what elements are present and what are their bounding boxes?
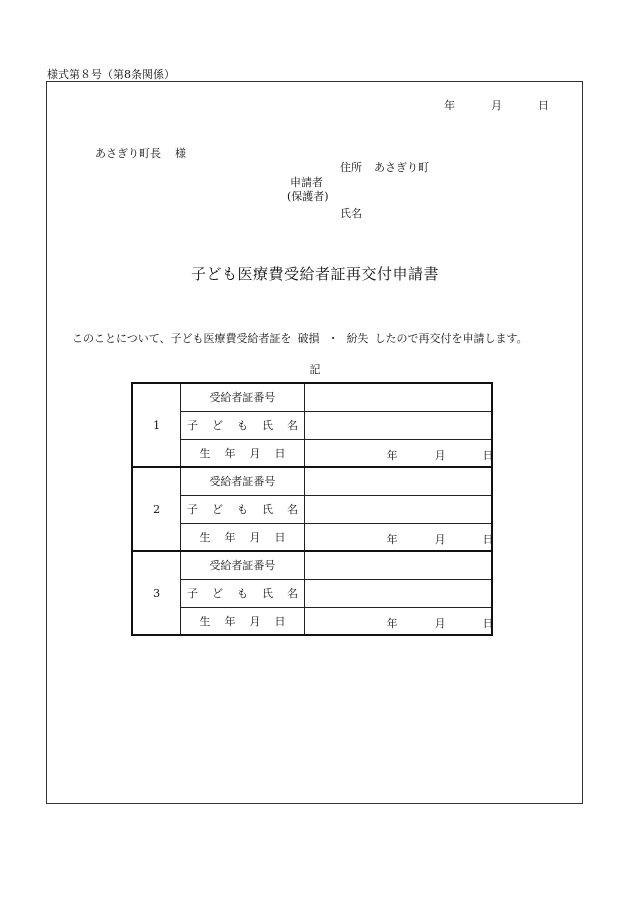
birth-date-label-char: 生	[199, 446, 211, 460]
record-number: 2	[132, 467, 181, 551]
date-month-label: 月	[491, 99, 502, 112]
child-name-label-char: 氏	[261, 587, 273, 600]
child-name-label-char: ど	[211, 503, 223, 516]
child-name-label-char: 氏	[261, 503, 273, 516]
cert-number-label: 受給者証番号	[181, 551, 304, 579]
applicant-label: 申請者	[290, 176, 323, 189]
table-row	[132, 607, 492, 635]
birth-date-label	[199, 531, 285, 544]
birth-year-unit: 年	[386, 616, 398, 630]
birth-date-field[interactable]	[304, 607, 492, 635]
cert-number-label: 受給者証番号	[181, 383, 304, 411]
child-name-field[interactable]	[304, 579, 492, 607]
cert-number-field[interactable]	[304, 551, 492, 579]
child-name-label-char: も	[236, 587, 248, 600]
birth-date-label-char: 月	[249, 446, 261, 460]
birth-date-field[interactable]	[304, 439, 492, 467]
child-name-field[interactable]	[304, 411, 492, 439]
ki-marker: 記	[309, 363, 321, 376]
address-value: あさぎり町	[374, 161, 429, 174]
child-name-label-cell	[181, 579, 304, 607]
date-year-label: 年	[444, 99, 455, 112]
birth-date-label-char: 年	[224, 446, 236, 460]
child-name-label-char: ど	[211, 587, 223, 600]
birth-date-label-char: 月	[249, 530, 261, 544]
statement-lead: このことについて、子ども医療費受給者証を	[72, 332, 292, 345]
birth-date-label	[199, 615, 285, 628]
child-name-label-char: ど	[211, 419, 223, 432]
birth-year-unit: 年	[386, 448, 398, 462]
child-name-label-char: 氏	[261, 419, 273, 432]
child-name-label-cell	[181, 495, 304, 523]
statement	[72, 330, 528, 346]
table-row	[132, 579, 492, 607]
table-row	[132, 383, 492, 411]
table-row	[132, 495, 492, 523]
records-table	[131, 382, 493, 636]
birth-date-label-cell	[181, 607, 304, 635]
child-name-label-char: 名	[286, 503, 298, 516]
child-name-label-char: 子	[186, 419, 198, 432]
form-number: 様式第８号（第8条関係）	[47, 68, 175, 81]
table-row	[132, 523, 492, 551]
option-lost: 紛失	[346, 332, 369, 345]
document-title: 子ども医療費受給者証再交付申請書	[190, 265, 439, 283]
birth-date-label-char: 生	[199, 530, 211, 544]
table-row	[132, 467, 492, 495]
child-name-field[interactable]	[304, 495, 492, 523]
record-number: 3	[132, 551, 181, 635]
option-separator: ・	[327, 332, 339, 345]
birth-month-unit: 月	[434, 616, 446, 630]
address-label: 住所	[340, 161, 362, 174]
table-row	[132, 411, 492, 439]
birth-year-unit: 年	[386, 532, 398, 546]
birth-date-label-char: 年	[224, 614, 236, 628]
date-day-label: 日	[538, 99, 549, 112]
addressee-honorific: 様	[175, 147, 186, 160]
applicant-name-label: 氏名	[340, 207, 362, 220]
birth-date-label-char: 月	[249, 614, 261, 628]
birth-date-label-char: 年	[224, 530, 236, 544]
child-name-label-char: も	[236, 419, 248, 432]
child-name-label-cell	[181, 411, 304, 439]
child-name-label-char: 子	[186, 503, 198, 516]
applicant-address	[340, 159, 429, 175]
cert-number-field[interactable]	[304, 467, 492, 495]
record-number: 1	[132, 383, 181, 467]
birth-date-label	[199, 447, 285, 460]
addressee-name: あさぎり町長	[95, 147, 161, 160]
birth-day-unit: 日	[482, 448, 494, 462]
birth-day-unit: 日	[482, 616, 494, 630]
child-name-label-char: 子	[186, 587, 198, 600]
birth-date-field[interactable]	[304, 523, 492, 551]
child-name-label	[187, 587, 298, 600]
addressee	[95, 145, 186, 161]
cert-number-field[interactable]	[304, 383, 492, 411]
child-name-label-char: 名	[286, 419, 298, 432]
birth-date-label-char: 日	[274, 446, 286, 460]
birth-date-label-char: 日	[274, 614, 286, 628]
child-name-label	[187, 503, 298, 516]
option-damaged: 破損	[297, 332, 320, 345]
birth-date-label-char: 日	[274, 530, 286, 544]
statement-tail: したので再交付を申請します。	[374, 332, 528, 345]
birth-date-label-char: 生	[199, 614, 211, 628]
birth-day-unit: 日	[482, 532, 494, 546]
birth-month-unit: 月	[434, 532, 446, 546]
child-name-label-char: も	[236, 503, 248, 516]
birth-date-label-cell	[181, 439, 304, 467]
child-name-label	[187, 419, 298, 432]
child-name-label-char: 名	[286, 587, 298, 600]
table-row	[132, 439, 492, 467]
table-row	[132, 551, 492, 579]
cert-number-label: 受給者証番号	[181, 467, 304, 495]
guardian-label: (保護者)	[287, 190, 329, 203]
birth-date-label-cell	[181, 523, 304, 551]
birth-month-unit: 月	[434, 448, 446, 462]
